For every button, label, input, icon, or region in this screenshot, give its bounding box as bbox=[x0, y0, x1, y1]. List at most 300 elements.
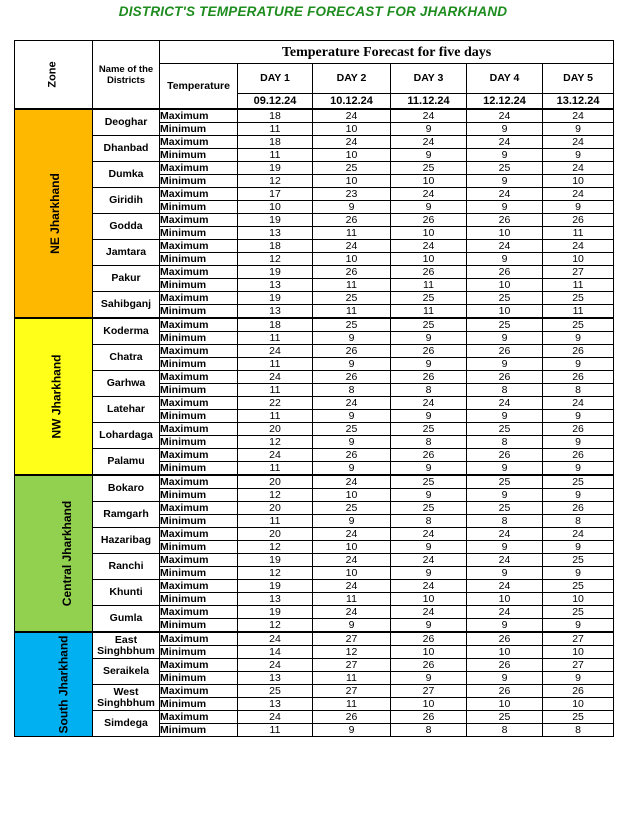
temperature-value: 9 bbox=[543, 123, 614, 136]
temperature-value: 8 bbox=[543, 724, 614, 737]
minimum-label: Minimum bbox=[160, 724, 238, 737]
temperature-value: 25 bbox=[313, 318, 391, 332]
temperature-value: 10 bbox=[543, 175, 614, 188]
district-name: Simdega bbox=[93, 711, 160, 737]
temperature-value: 26 bbox=[313, 266, 391, 279]
temperature-value: 9 bbox=[543, 436, 614, 449]
temperature-value: 10 bbox=[313, 489, 391, 502]
table-row bbox=[15, 659, 614, 672]
temperature-value: 11 bbox=[238, 384, 313, 397]
temperature-value: 8 bbox=[467, 724, 543, 737]
table-body bbox=[15, 109, 614, 737]
temperature-value: 12 bbox=[238, 541, 313, 554]
temperature-value: 9 bbox=[467, 672, 543, 685]
minimum-label: Minimum bbox=[160, 462, 238, 476]
maximum-label: Maximum bbox=[160, 345, 238, 358]
temperature-value: 20 bbox=[238, 423, 313, 436]
temperature-value: 26 bbox=[313, 371, 391, 384]
temperature-value: 26 bbox=[391, 632, 467, 646]
temperature-value: 9 bbox=[391, 462, 467, 476]
temperature-value: 24 bbox=[238, 632, 313, 646]
temperature-value: 25 bbox=[467, 475, 543, 489]
temperature-value: 9 bbox=[313, 358, 391, 371]
temperature-value: 24 bbox=[313, 240, 391, 253]
temperature-value: 11 bbox=[313, 672, 391, 685]
maximum-label: Maximum bbox=[160, 685, 238, 698]
temperature-value: 9 bbox=[391, 123, 467, 136]
table-row bbox=[15, 188, 614, 201]
temperature-value: 25 bbox=[467, 502, 543, 515]
temperature-value: 11 bbox=[391, 279, 467, 292]
maximum-label: Maximum bbox=[160, 528, 238, 541]
minimum-label: Minimum bbox=[160, 619, 238, 633]
temperature-value: 25 bbox=[391, 292, 467, 305]
table-row bbox=[15, 475, 614, 489]
temperature-value: 25 bbox=[467, 711, 543, 724]
temperature-value: 8 bbox=[391, 724, 467, 737]
temperature-value: 10 bbox=[543, 698, 614, 711]
temperature-value: 9 bbox=[391, 541, 467, 554]
temperature-value: 9 bbox=[467, 541, 543, 554]
minimum-label: Minimum bbox=[160, 175, 238, 188]
table-row bbox=[15, 711, 614, 724]
temperature-value: 23 bbox=[313, 188, 391, 201]
temperature-value: 11 bbox=[238, 149, 313, 162]
temperature-value: 26 bbox=[543, 371, 614, 384]
temperature-value: 24 bbox=[313, 528, 391, 541]
minimum-label: Minimum bbox=[160, 593, 238, 606]
temperature-value: 26 bbox=[543, 345, 614, 358]
district-name: Palamu bbox=[93, 449, 160, 476]
temperature-value: 24 bbox=[467, 109, 543, 123]
maximum-label: Maximum bbox=[160, 240, 238, 253]
date-header: 12.12.24 bbox=[467, 94, 543, 110]
temperature-value: 26 bbox=[543, 502, 614, 515]
temperature-value: 10 bbox=[313, 541, 391, 554]
temperature-value: 25 bbox=[391, 502, 467, 515]
temperature-value: 26 bbox=[543, 214, 614, 227]
day-header: DAY 4 bbox=[467, 64, 543, 94]
temperature-value: 24 bbox=[313, 136, 391, 149]
temperature-value: 9 bbox=[543, 567, 614, 580]
table-row bbox=[15, 632, 614, 646]
day-header: DAY 3 bbox=[391, 64, 467, 94]
temperature-value: 27 bbox=[543, 659, 614, 672]
temperature-value: 25 bbox=[391, 318, 467, 332]
zone-header bbox=[15, 41, 93, 110]
minimum-label: Minimum bbox=[160, 384, 238, 397]
district-name: West Singhbhum bbox=[93, 685, 160, 711]
temperature-value: 8 bbox=[467, 384, 543, 397]
maximum-label: Maximum bbox=[160, 554, 238, 567]
maximum-label: Maximum bbox=[160, 449, 238, 462]
temperature-value: 25 bbox=[543, 292, 614, 305]
temperature-value: 9 bbox=[543, 358, 614, 371]
temperature-value: 24 bbox=[238, 449, 313, 462]
maximum-label: Maximum bbox=[160, 292, 238, 305]
district-name: Seraikela bbox=[93, 659, 160, 685]
temperature-value: 24 bbox=[313, 580, 391, 593]
temperature-value: 11 bbox=[238, 462, 313, 476]
temperature-value: 26 bbox=[467, 685, 543, 698]
temperature-value: 13 bbox=[238, 305, 313, 319]
temperature-value: 10 bbox=[313, 175, 391, 188]
temperature-value: 26 bbox=[313, 711, 391, 724]
district-name: Khunti bbox=[93, 580, 160, 606]
table-row bbox=[15, 371, 614, 384]
table-row bbox=[15, 685, 614, 698]
temperature-value: 9 bbox=[543, 672, 614, 685]
temperature-value: 11 bbox=[238, 410, 313, 423]
temperature-value: 12 bbox=[238, 489, 313, 502]
temperature-value: 9 bbox=[467, 567, 543, 580]
temperature-value: 24 bbox=[391, 188, 467, 201]
maximum-label: Maximum bbox=[160, 397, 238, 410]
temperature-value: 24 bbox=[313, 397, 391, 410]
district-name: Jamtara bbox=[93, 240, 160, 266]
temperature-value: 8 bbox=[313, 384, 391, 397]
temperature-value: 9 bbox=[467, 462, 543, 476]
district-name: Pakur bbox=[93, 266, 160, 292]
temperature-value: 13 bbox=[238, 227, 313, 240]
table-row bbox=[15, 528, 614, 541]
temperature-value: 24 bbox=[467, 136, 543, 149]
table-row bbox=[15, 266, 614, 279]
temperature-value: 10 bbox=[467, 698, 543, 711]
day-header: DAY 5 bbox=[543, 64, 614, 94]
temperature-value: 11 bbox=[313, 227, 391, 240]
temperature-value: 9 bbox=[313, 619, 391, 633]
temperature-value: 26 bbox=[313, 345, 391, 358]
temperature-value: 24 bbox=[313, 554, 391, 567]
maximum-label: Maximum bbox=[160, 266, 238, 279]
temperature-value: 27 bbox=[313, 632, 391, 646]
district-name: Gumla bbox=[93, 606, 160, 633]
temperature-value: 24 bbox=[543, 109, 614, 123]
maximum-label: Maximum bbox=[160, 475, 238, 489]
temperature-value: 10 bbox=[313, 253, 391, 266]
temperature-value: 20 bbox=[238, 502, 313, 515]
temperature-value: 10 bbox=[467, 646, 543, 659]
temperature-value: 19 bbox=[238, 554, 313, 567]
temperature-value: 9 bbox=[543, 410, 614, 423]
temperature-value: 24 bbox=[238, 345, 313, 358]
temperature-value: 20 bbox=[238, 528, 313, 541]
temperature-value: 25 bbox=[543, 580, 614, 593]
temperature-value: 9 bbox=[543, 489, 614, 502]
temperature-value: 10 bbox=[313, 123, 391, 136]
table-row bbox=[15, 554, 614, 567]
temperature-value: 12 bbox=[313, 646, 391, 659]
district-name: Giridih bbox=[93, 188, 160, 214]
district-name: Lohardaga bbox=[93, 423, 160, 449]
temperature-value: 25 bbox=[391, 162, 467, 175]
temperature-value: 18 bbox=[238, 136, 313, 149]
temperature-value: 8 bbox=[543, 384, 614, 397]
minimum-label: Minimum bbox=[160, 149, 238, 162]
date-header: 13.12.24 bbox=[543, 94, 614, 110]
temperature-value: 9 bbox=[313, 515, 391, 528]
maximum-label: Maximum bbox=[160, 659, 238, 672]
temperature-value: 9 bbox=[391, 410, 467, 423]
table-row bbox=[15, 502, 614, 515]
temperature-value: 9 bbox=[467, 332, 543, 345]
maximum-label: Maximum bbox=[160, 136, 238, 149]
minimum-label: Minimum bbox=[160, 201, 238, 214]
zone-label: NW Jharkhand bbox=[49, 353, 64, 439]
temperature-value: 11 bbox=[313, 698, 391, 711]
minimum-label: Minimum bbox=[160, 489, 238, 502]
maximum-label: Maximum bbox=[160, 214, 238, 227]
zone-label: South Jharkhand bbox=[56, 634, 71, 734]
maximum-label: Maximum bbox=[160, 502, 238, 515]
day-header: DAY 1 bbox=[238, 64, 313, 94]
temperature-value: 26 bbox=[391, 266, 467, 279]
temperature-value: 25 bbox=[467, 162, 543, 175]
minimum-label: Minimum bbox=[160, 541, 238, 554]
temperature-value: 9 bbox=[467, 358, 543, 371]
zone-label: NE Jharkhand bbox=[47, 172, 62, 254]
temperature-value: 19 bbox=[238, 580, 313, 593]
temperature-value: 18 bbox=[238, 240, 313, 253]
temperature-value: 25 bbox=[313, 502, 391, 515]
table-row bbox=[15, 136, 614, 149]
temperature-value: 24 bbox=[467, 528, 543, 541]
temperature-value: 14 bbox=[238, 646, 313, 659]
temperature-value: 10 bbox=[313, 149, 391, 162]
temperature-value: 11 bbox=[238, 358, 313, 371]
maximum-label: Maximum bbox=[160, 711, 238, 724]
temperature-value: 27 bbox=[543, 632, 614, 646]
temperature-value: 25 bbox=[467, 423, 543, 436]
temperature-value: 9 bbox=[313, 410, 391, 423]
district-name: Dhanbad bbox=[93, 136, 160, 162]
maximum-label: Maximum bbox=[160, 109, 238, 123]
temperature-value: 24 bbox=[238, 659, 313, 672]
minimum-label: Minimum bbox=[160, 305, 238, 319]
maximum-label: Maximum bbox=[160, 606, 238, 619]
temperature-value: 25 bbox=[543, 711, 614, 724]
table-row bbox=[15, 109, 614, 123]
temperature-value: 8 bbox=[391, 384, 467, 397]
temperature-value: 13 bbox=[238, 279, 313, 292]
temperature-value: 9 bbox=[467, 253, 543, 266]
temperature-value: 10 bbox=[391, 175, 467, 188]
temperature-value: 24 bbox=[313, 475, 391, 489]
temperature-value: 24 bbox=[391, 528, 467, 541]
temperature-value: 11 bbox=[238, 123, 313, 136]
temperature-value: 25 bbox=[543, 606, 614, 619]
district-name: Godda bbox=[93, 214, 160, 240]
temperature-value: 27 bbox=[313, 685, 391, 698]
district-name: Hazaribag bbox=[93, 528, 160, 554]
temperature-value: 9 bbox=[391, 489, 467, 502]
temperature-value: 9 bbox=[467, 149, 543, 162]
minimum-label: Minimum bbox=[160, 227, 238, 240]
temperature-value: 20 bbox=[238, 475, 313, 489]
temperature-value: 9 bbox=[391, 149, 467, 162]
minimum-label: Minimum bbox=[160, 253, 238, 266]
temperature-value: 26 bbox=[543, 449, 614, 462]
minimum-label: Minimum bbox=[160, 436, 238, 449]
temperature-value: 27 bbox=[543, 266, 614, 279]
temperature-value: 25 bbox=[313, 292, 391, 305]
temperature-value: 11 bbox=[391, 305, 467, 319]
temperature-value: 9 bbox=[391, 332, 467, 345]
date-header: 11.12.24 bbox=[391, 94, 467, 110]
temperature-value: 26 bbox=[467, 345, 543, 358]
temperature-value: 13 bbox=[238, 593, 313, 606]
temperature-value: 25 bbox=[543, 475, 614, 489]
table-header bbox=[15, 41, 614, 110]
maximum-label: Maximum bbox=[160, 318, 238, 332]
temperature-value: 26 bbox=[467, 214, 543, 227]
temperature-value: 17 bbox=[238, 188, 313, 201]
temperature-value: 10 bbox=[313, 567, 391, 580]
page-title: DISTRICT'S TEMPERATURE FORECAST FOR JHARKHAND bbox=[118, 4, 508, 19]
temperature-value: 11 bbox=[238, 332, 313, 345]
temperature-value: 9 bbox=[391, 672, 467, 685]
zone-header-label: Zone bbox=[47, 61, 59, 88]
temperature-value: 10 bbox=[467, 227, 543, 240]
temperature-value: 24 bbox=[543, 397, 614, 410]
temperature-value: 10 bbox=[391, 646, 467, 659]
temperature-value: 11 bbox=[313, 279, 391, 292]
temperature-value: 24 bbox=[391, 397, 467, 410]
temperature-value: 19 bbox=[238, 266, 313, 279]
temperature-value: 9 bbox=[467, 410, 543, 423]
temperature-value: 9 bbox=[313, 201, 391, 214]
temperature-value: 25 bbox=[467, 318, 543, 332]
table-row bbox=[15, 318, 614, 332]
temperature-value: 8 bbox=[391, 436, 467, 449]
district-name: Ranchi bbox=[93, 554, 160, 580]
temperature-value: 9 bbox=[543, 619, 614, 633]
temperature-value: 9 bbox=[391, 358, 467, 371]
temperature-value: 10 bbox=[467, 593, 543, 606]
table-row bbox=[15, 449, 614, 462]
temperature-value: 10 bbox=[467, 279, 543, 292]
temperature-value: 8 bbox=[543, 515, 614, 528]
temperature-value: 8 bbox=[391, 515, 467, 528]
temperature-value: 9 bbox=[467, 123, 543, 136]
temperature-value: 25 bbox=[313, 423, 391, 436]
minimum-label: Minimum bbox=[160, 567, 238, 580]
temperature-value: 25 bbox=[238, 685, 313, 698]
temperature-value: 24 bbox=[391, 240, 467, 253]
temperature-value: 10 bbox=[391, 698, 467, 711]
maximum-label: Maximum bbox=[160, 580, 238, 593]
minimum-label: Minimum bbox=[160, 646, 238, 659]
temperature-value: 25 bbox=[543, 318, 614, 332]
maximum-label: Maximum bbox=[160, 162, 238, 175]
table-row bbox=[15, 214, 614, 227]
temperature-value: 10 bbox=[391, 593, 467, 606]
temperature-value: 18 bbox=[238, 318, 313, 332]
temperature-value: 24 bbox=[543, 528, 614, 541]
temperature-value: 9 bbox=[313, 332, 391, 345]
temperature-value: 9 bbox=[391, 619, 467, 633]
temperature-value: 24 bbox=[467, 397, 543, 410]
temperature-value: 9 bbox=[543, 201, 614, 214]
temperature-value: 25 bbox=[391, 475, 467, 489]
district-name: Latehar bbox=[93, 397, 160, 423]
temperature-value: 9 bbox=[543, 462, 614, 476]
temperature-value: 24 bbox=[467, 580, 543, 593]
district-name: Chatra bbox=[93, 345, 160, 371]
temperature-value: 10 bbox=[391, 253, 467, 266]
table-row bbox=[15, 606, 614, 619]
temperature-value: 22 bbox=[238, 397, 313, 410]
district-name: East Singhbhum bbox=[93, 632, 160, 659]
zone-cell bbox=[15, 475, 93, 632]
temperature-value: 24 bbox=[391, 606, 467, 619]
zone-label: Central Jharkhand bbox=[60, 500, 75, 606]
temperature-value: 24 bbox=[391, 109, 467, 123]
district-name: Bokaro bbox=[93, 475, 160, 502]
temperature-value: 10 bbox=[238, 201, 313, 214]
maximum-label: Maximum bbox=[160, 371, 238, 384]
minimum-label: Minimum bbox=[160, 410, 238, 423]
temperature-value: 25 bbox=[467, 292, 543, 305]
district-name: Deoghar bbox=[93, 109, 160, 136]
day-header: DAY 2 bbox=[313, 64, 391, 94]
temperature-value: 11 bbox=[543, 227, 614, 240]
temperature-value: 24 bbox=[391, 580, 467, 593]
temperature-value: 25 bbox=[543, 554, 614, 567]
temperature-value: 8 bbox=[467, 515, 543, 528]
district-name: Sahibganj bbox=[93, 292, 160, 319]
table-row bbox=[15, 580, 614, 593]
temperature-value: 26 bbox=[543, 685, 614, 698]
maximum-label: Maximum bbox=[160, 188, 238, 201]
temperature-value: 9 bbox=[313, 436, 391, 449]
temperature-value: 9 bbox=[543, 541, 614, 554]
minimum-label: Minimum bbox=[160, 279, 238, 292]
temperature-value: 26 bbox=[391, 214, 467, 227]
temperature-value: 24 bbox=[543, 188, 614, 201]
temperature-value: 26 bbox=[391, 659, 467, 672]
temperature-value: 26 bbox=[467, 632, 543, 646]
minimum-label: Minimum bbox=[160, 698, 238, 711]
date-header: 09.12.24 bbox=[238, 94, 313, 110]
temperature-value: 27 bbox=[313, 659, 391, 672]
temperature-value: 9 bbox=[391, 201, 467, 214]
temperature-value: 9 bbox=[391, 567, 467, 580]
zone-cell bbox=[15, 109, 93, 318]
minimum-label: Minimum bbox=[160, 332, 238, 345]
temperature-value: 24 bbox=[467, 606, 543, 619]
temperature-value: 25 bbox=[313, 162, 391, 175]
forecast-table bbox=[14, 40, 614, 737]
zone-cell bbox=[15, 318, 93, 475]
districts-header: Name of the Districts bbox=[93, 41, 160, 110]
temperature-value: 26 bbox=[391, 345, 467, 358]
temperature-value: 9 bbox=[467, 489, 543, 502]
temperature-value: 11 bbox=[313, 305, 391, 319]
temperature-value: 12 bbox=[238, 567, 313, 580]
temperature-value: 12 bbox=[238, 253, 313, 266]
temperature-value: 9 bbox=[467, 619, 543, 633]
temperature-value: 18 bbox=[238, 109, 313, 123]
temperature-value: 24 bbox=[238, 371, 313, 384]
temperature-value: 11 bbox=[543, 305, 614, 319]
temperature-value: 24 bbox=[467, 554, 543, 567]
temperature-value: 24 bbox=[467, 240, 543, 253]
temperature-value: 11 bbox=[238, 724, 313, 737]
temperature-value: 10 bbox=[543, 593, 614, 606]
temperature-value: 10 bbox=[467, 305, 543, 319]
